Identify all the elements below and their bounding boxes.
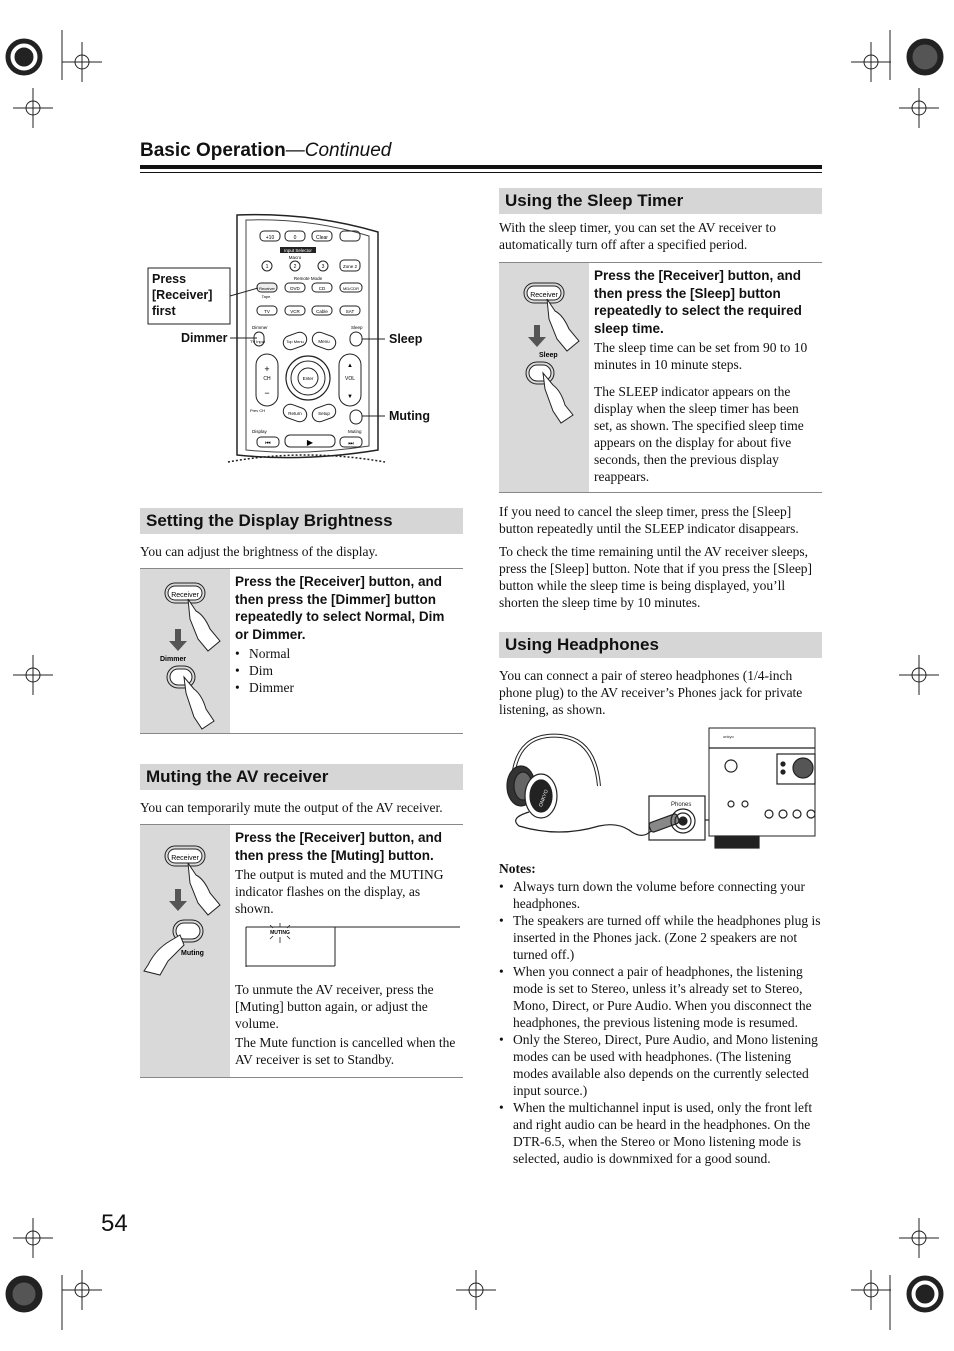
- step-content: [589, 263, 822, 492]
- remote-display-label: Display: [252, 429, 267, 434]
- remote-prev-ch-label: Prev CH: [250, 408, 266, 413]
- remote-btn-tv: TV: [264, 309, 270, 314]
- remote-macro-label: Macro: [288, 255, 302, 260]
- display-brightness-instruction: Press the [Receiver] button, and then press the [Dimmer] button repeatedly to select Normal, Dim or Dimmer.: [235, 574, 445, 642]
- svg-text:▼: ▼: [347, 394, 353, 400]
- icon-receiver-label: Receiver: [530, 292, 558, 299]
- remote-btn-top-menu: Top Menu: [286, 339, 304, 344]
- list-item: • When you connect a pair of headphones, the listening mode is set to Stereo, unless it’s already set to Stereo, Mono, Direct, or Pure Audio. When you disconnect the headphones, the previous listening mode is resumed.: [499, 963, 821, 1031]
- muting-indicator: MUTING: [270, 930, 290, 936]
- display-brightness-step: [140, 568, 463, 734]
- sleep-timer-p1: The sleep time can be set from 90 to 10 minutes in 10 minute steps.: [594, 340, 808, 372]
- muting-title: Muting the AV receiver: [140, 764, 463, 790]
- hand-press-icon: [140, 825, 230, 1077]
- remote-btn-zero: 0: [293, 235, 297, 241]
- notes-title: Notes:: [499, 861, 536, 876]
- callout-press-receiver: Press [Receiver] first: [152, 272, 213, 318]
- sleep-timer-step: [499, 262, 822, 493]
- remote-btn-three: 3: [321, 264, 325, 270]
- list-item: • Only the Stereo, Direct, Pure Audio, and Mono listening modes can be used with headphones. (The listening modes available also depends on the currently selected input source.): [499, 1031, 821, 1099]
- muting-unmute: To unmute the AV receiver, press the [Muting] button again, or adjust the volume.: [235, 982, 434, 1031]
- remote-btn-ch: CH: [263, 376, 271, 382]
- muting-cancel: The Mute function is cancelled when the AV receiver is set to Standby.: [235, 1035, 456, 1067]
- step-content: [230, 569, 463, 733]
- hand-press-icon: [499, 263, 589, 492]
- header-continued: —Continued: [285, 140, 392, 161]
- step-illustration: [140, 825, 230, 1077]
- icon-muting-label: Muting: [181, 950, 204, 957]
- list-item: • Always turn down the volume before connecting your headphones.: [499, 878, 821, 912]
- header-rule: [140, 165, 822, 169]
- remote-btn-setup: Setup: [318, 411, 330, 416]
- muting-instruction: Press the [Receiver] button, and then press the [Muting] button.: [235, 830, 443, 863]
- svg-text:▶: ▶: [306, 438, 314, 447]
- sleep-timer-p2: The SLEEP indicator appears on the display when the sleep timer has been set, as shown. The specified sleep time appears on the display for about five seconds, then the previous display reappears.: [594, 384, 804, 484]
- page-header: [140, 140, 391, 162]
- display-brightness-intro: You can adjust the brightness of the display.: [140, 544, 378, 559]
- callout-sleep: Sleep: [389, 332, 423, 346]
- remote-btn-return: Return: [288, 411, 302, 416]
- remote-btn-cable: Cable: [316, 309, 328, 314]
- svg-text:▲: ▲: [347, 363, 353, 369]
- header-title: Basic Operation: [140, 140, 286, 161]
- remote-btn-vol: VOL: [344, 376, 356, 382]
- hand-press-icon: [140, 569, 230, 733]
- remote-mode-label: Remote Mode: [293, 276, 323, 281]
- remote-btn-one: 1: [265, 264, 269, 270]
- list-item: • When the multichannel input is used, only the front left and right audio can be heard in the headphones. On the DTR-6.5, when the Stereo or Mono listening mode is selected, audio is downmixed for a good sound.: [499, 1099, 821, 1167]
- headphones-connection-illustration: [499, 726, 819, 854]
- remote-sleep-label: Sleep: [351, 325, 363, 330]
- page-number: 54: [101, 1210, 128, 1237]
- remote-tape-label: Tape: [261, 294, 271, 299]
- headphones-notes: [499, 878, 821, 1167]
- list-item: • Normal: [235, 645, 458, 662]
- svg-text:−: −: [264, 388, 270, 398]
- sleep-timer-cancel: If you need to cancel the sleep timer, press the [Sleep] button repeatedly until the SLEEP indicator disappears.: [499, 504, 799, 536]
- brightness-options: [235, 645, 458, 696]
- sleep-timer-intro: With the sleep timer, you can set the AV receiver to automatically turn off after a specified period.: [499, 220, 776, 252]
- list-item: • Dimmer: [235, 679, 458, 696]
- remote-btn-two: 2: [293, 264, 297, 270]
- remote-btn-sat: SAT: [345, 309, 355, 314]
- sleep-timer-instruction: Press the [Receiver] button, and then press the [Sleep] button repeatedly to select the required sleep time.: [594, 268, 802, 336]
- svg-text:onkyo: onkyo: [723, 734, 734, 739]
- step-illustration: [499, 263, 589, 492]
- muting-step: [140, 824, 463, 1078]
- remote-btn-enter: Enter: [302, 376, 314, 381]
- remote-btn-menu: Menu: [318, 339, 330, 344]
- sleep-timer-check: To check the time remaining until the AV receiver sleeps, press the [Sleep] button. Note that if you press the [Sleep] button while the sleep time is being displayed, you’ll shorten the sleep time by 10 minutes.: [499, 544, 813, 610]
- remote-btn-cd: CD: [318, 286, 326, 291]
- display-brightness-title: Setting the Display Brightness: [140, 508, 463, 534]
- remote-btn-dvd: DVD: [290, 286, 300, 291]
- muting-display-illustration: [235, 923, 458, 971]
- remote-dimmer-label: Dimmer: [252, 325, 268, 330]
- phones-label: Phones: [671, 802, 692, 808]
- remote-btn-clear: Clear: [316, 235, 328, 241]
- list-item: • The speakers are turned off while the headphones plug is inserted in the Phones jack. (Zone 2 speakers are not turned off.): [499, 912, 821, 963]
- remote-btn-md-cdr: MD/CDR: [343, 286, 359, 291]
- callout-muting: Muting: [389, 409, 430, 423]
- sleep-timer-title: Using the Sleep Timer: [499, 188, 822, 214]
- icon-dimmer-label: Dimmer: [160, 656, 187, 663]
- step-content: [230, 825, 463, 1077]
- remote-btn-vcr: VCR: [290, 309, 300, 314]
- headphones-intro: You can connect a pair of stereo headphones (1/4-inch phone plug) to the AV receiver’s Phones jack for private listening, as shown.: [499, 668, 803, 717]
- svg-text:+: +: [264, 364, 270, 374]
- muting-intro: You can temporarily mute the output of the AV receiver.: [140, 800, 443, 815]
- remote-tv-input-label: TV Input: [250, 339, 266, 344]
- icon-receiver-label: Receiver: [171, 592, 199, 599]
- callout-dimmer: Dimmer: [181, 331, 228, 345]
- remote-btn-receiver: Receiver: [259, 286, 275, 291]
- icon-receiver-label: Receiver: [171, 855, 199, 862]
- svg-text:⏮: ⏮: [265, 441, 271, 447]
- remote-btn-plus10: +10: [265, 235, 275, 241]
- headphones-brand: ONKYO: [538, 788, 550, 808]
- remote-muting-label: Muting: [348, 429, 362, 434]
- header-rule-thin: [140, 172, 822, 173]
- headphones-title: Using Headphones: [499, 632, 822, 658]
- icon-sleep-label: Sleep: [539, 352, 558, 359]
- step-illustration: [140, 569, 230, 733]
- remote-input-selector: Input Selector: [284, 248, 312, 253]
- list-item: • Dim: [235, 662, 458, 679]
- remote-btn-zone2: Zone 2: [342, 264, 358, 269]
- svg-text:⏭: ⏭: [348, 441, 354, 447]
- muting-desc: The output is muted and the MUTING indicator flashes on the display, as shown.: [235, 867, 444, 916]
